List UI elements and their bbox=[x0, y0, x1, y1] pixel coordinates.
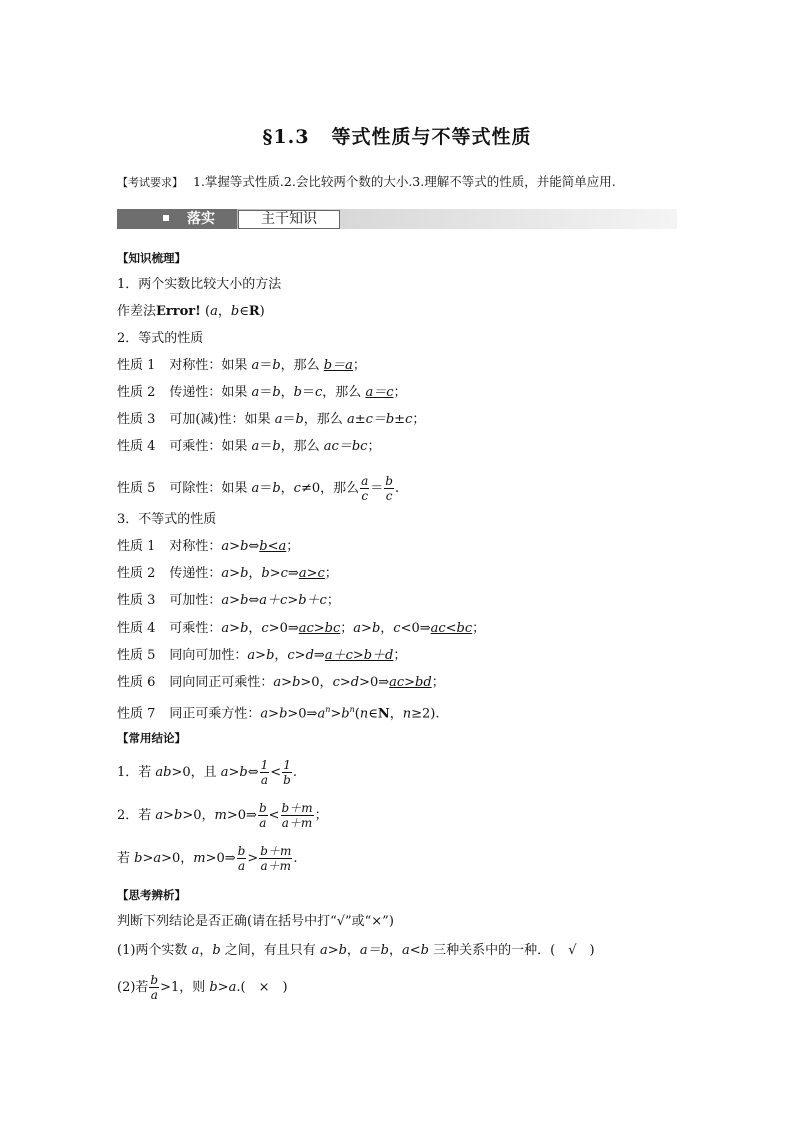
math-variable: m bbox=[214, 808, 227, 823]
math-variable: b bbox=[293, 385, 302, 400]
text-segment: ； bbox=[431, 675, 445, 690]
math-variable: a＝b bbox=[359, 943, 389, 958]
text-line bbox=[117, 330, 203, 348]
text-segment: > bbox=[330, 706, 342, 722]
text-segment: ，那么 bbox=[322, 385, 366, 400]
text-segment: ， bbox=[199, 943, 213, 958]
text-segment: 性质 1 bbox=[117, 539, 156, 554]
text-segment: ， bbox=[389, 943, 403, 958]
answer-blank: a＝c bbox=[365, 385, 394, 400]
answer-blank: ac<bc bbox=[430, 621, 473, 636]
text-segment: 可乘性： bbox=[169, 621, 222, 636]
text-segment: 1．两个实数比较大小的方法 bbox=[117, 277, 282, 292]
math-variable: b>a bbox=[209, 980, 237, 995]
text-segment: ⇒ bbox=[313, 648, 325, 663]
math-variable: a>b bbox=[273, 675, 301, 690]
text-segment: . bbox=[394, 481, 400, 496]
text-segment: 对称性：如果 bbox=[169, 358, 252, 373]
text-segment: ( bbox=[200, 304, 211, 319]
math-variable: a>b bbox=[260, 706, 288, 722]
math-variable: a>b bbox=[353, 621, 381, 636]
text-line bbox=[117, 701, 440, 723]
answer-blank: a＋c>b＋d bbox=[324, 648, 394, 663]
text-line bbox=[117, 411, 425, 429]
text-segment: ； bbox=[314, 808, 328, 823]
numerator: b bbox=[150, 973, 159, 987]
text-segment: 性质 2 bbox=[117, 566, 156, 581]
text-segment: 可加(减)性：如果 bbox=[169, 412, 275, 427]
text-segment: 可除性：如果 bbox=[169, 481, 252, 496]
math-variable: a>b bbox=[247, 648, 275, 663]
text-segment: > bbox=[247, 851, 259, 866]
text-segment: ，那么 bbox=[280, 439, 324, 454]
text-segment: (2)若 bbox=[117, 980, 149, 995]
text-segment: 性质 4 bbox=[117, 621, 156, 636]
text-segment: 可加性： bbox=[169, 593, 222, 608]
text-segment: ⇔ bbox=[247, 765, 259, 780]
math-variable: c bbox=[293, 481, 301, 496]
math-variable: ac＝bc bbox=[323, 439, 368, 454]
text-segment: ； bbox=[326, 593, 340, 608]
text-segment: ⇔ bbox=[248, 539, 260, 554]
math-variable: a＋c>b＋c bbox=[259, 593, 327, 608]
text-line bbox=[117, 538, 299, 556]
square-bullet-icon bbox=[163, 215, 169, 221]
math-variable: a bbox=[191, 943, 200, 958]
text-segment: ＝ bbox=[259, 358, 273, 373]
requirement-tag: 【考试要求】 bbox=[117, 176, 183, 189]
math-variable: a bbox=[317, 706, 326, 722]
text-segment: ； bbox=[367, 439, 381, 454]
banner-right-label: 主干知识 bbox=[261, 211, 317, 227]
text-segment: ， bbox=[389, 706, 403, 722]
math-variable: ab bbox=[155, 765, 172, 780]
numerator: 1 bbox=[283, 758, 291, 772]
text-segment: 可乘性：如果 bbox=[169, 439, 252, 454]
text-line bbox=[117, 592, 340, 610]
section-heading bbox=[117, 886, 186, 904]
text-segment: 性质 4 bbox=[117, 439, 156, 454]
text-segment: ∈ bbox=[368, 706, 378, 722]
math-variable: a>b bbox=[221, 621, 249, 636]
text-segment: ∈ bbox=[239, 304, 249, 319]
text-segment: 传递性：如果 bbox=[169, 385, 252, 400]
text-line bbox=[117, 674, 445, 692]
text-segment: >0⇒ bbox=[268, 621, 299, 636]
text-segment: ； bbox=[324, 566, 338, 581]
math-variable: a±c＝b±c bbox=[346, 412, 413, 427]
answer-blank: b<a bbox=[259, 539, 287, 554]
text-segment: .( × ) bbox=[236, 980, 288, 995]
text-line bbox=[117, 511, 216, 529]
text-segment: 作差法 bbox=[117, 304, 157, 319]
text-segment: >0， bbox=[300, 675, 333, 690]
text-line bbox=[117, 913, 394, 931]
text-segment: >0，且 bbox=[171, 765, 221, 780]
math-variable: a<b bbox=[402, 943, 429, 958]
denominator: a＋m bbox=[260, 859, 292, 873]
text-segment: 性质 2 bbox=[117, 385, 156, 400]
numerator: a bbox=[361, 474, 369, 488]
text-segment: 若 bbox=[117, 851, 135, 866]
text-segment: 性质 5 bbox=[117, 648, 156, 663]
numerator: b＋m bbox=[260, 844, 292, 858]
math-variable: c bbox=[261, 621, 269, 636]
text-segment: 3．不等式的性质 bbox=[117, 512, 217, 527]
text-line bbox=[117, 565, 338, 583]
bold-text: N bbox=[377, 706, 390, 722]
math-variable: a>b bbox=[221, 593, 249, 608]
text-segment: ≥2). bbox=[411, 706, 440, 722]
text-segment: ； bbox=[393, 648, 407, 663]
math-variable: a>b bbox=[319, 943, 347, 958]
math-variable: c>d bbox=[287, 648, 314, 663]
text-segment: ； bbox=[472, 621, 486, 636]
section-heading bbox=[117, 249, 186, 267]
math-variable: a>b bbox=[155, 808, 183, 823]
text-segment: ， bbox=[346, 943, 360, 958]
text-segment: ，那么 bbox=[280, 358, 324, 373]
fraction bbox=[282, 758, 292, 787]
numerator: 1 bbox=[260, 758, 269, 772]
text-segment: 之间，有且只有 bbox=[220, 943, 320, 958]
math-variable: b bbox=[341, 706, 350, 722]
math-variable: a bbox=[251, 439, 260, 454]
text-line bbox=[117, 357, 366, 375]
math-variable: a bbox=[251, 481, 260, 496]
text-segment: ， bbox=[217, 304, 231, 319]
exam-requirement bbox=[117, 172, 616, 190]
text-segment: ⇒ bbox=[287, 566, 299, 581]
math-variable: a>b bbox=[221, 566, 249, 581]
section-heading bbox=[117, 729, 186, 747]
math-variable: c bbox=[315, 385, 323, 400]
text-segment: 【知识梳理】 bbox=[117, 251, 186, 265]
answer-blank: ac>bc bbox=[298, 621, 341, 636]
text-segment: (1)两个实数 bbox=[117, 943, 192, 958]
section-banner bbox=[117, 209, 677, 229]
text-segment: ) bbox=[259, 304, 265, 319]
math-variable: a bbox=[274, 412, 283, 427]
text-segment: . bbox=[293, 851, 298, 866]
numerator: b＋m bbox=[281, 801, 313, 815]
text-segment: ＝ bbox=[259, 481, 273, 496]
text-segment: >0⇒ bbox=[287, 706, 318, 722]
text-segment: ， bbox=[248, 621, 262, 636]
text-line bbox=[117, 384, 407, 402]
math-variable: b bbox=[272, 385, 281, 400]
fraction bbox=[281, 801, 314, 830]
math-variable: c>d bbox=[332, 675, 360, 690]
text-line bbox=[117, 942, 595, 960]
denominator: a bbox=[259, 816, 267, 830]
math-variable: a bbox=[251, 358, 260, 373]
fraction bbox=[259, 844, 292, 873]
text-segment: < bbox=[268, 808, 280, 823]
text-segment: 同正可乘方性： bbox=[169, 706, 261, 722]
text-segment: ， bbox=[280, 385, 294, 400]
text-line bbox=[117, 620, 485, 638]
math-variable: a bbox=[210, 304, 218, 319]
bold-text: R bbox=[248, 304, 260, 319]
denominator: a bbox=[237, 859, 246, 873]
text-line bbox=[117, 844, 297, 873]
text-segment: 性质 6 bbox=[117, 675, 156, 690]
text-line bbox=[117, 474, 399, 503]
math-variable: m bbox=[193, 851, 206, 866]
text-segment: 性质 3 bbox=[117, 412, 156, 427]
fraction bbox=[149, 973, 159, 1002]
math-variable: a>b bbox=[220, 765, 248, 780]
text-segment: ， bbox=[280, 481, 294, 496]
math-variable: a bbox=[251, 385, 260, 400]
fraction bbox=[258, 801, 268, 830]
text-line bbox=[117, 303, 265, 321]
text-line bbox=[117, 438, 380, 456]
text-segment: 性质 7 bbox=[117, 706, 156, 722]
text-segment: 【常用结论】 bbox=[117, 731, 186, 745]
text-segment: >0⇒ bbox=[226, 808, 257, 823]
text-segment: ( bbox=[354, 706, 360, 722]
text-line bbox=[117, 647, 406, 665]
text-segment: . bbox=[292, 765, 297, 780]
banner-left-label: 落实 bbox=[187, 211, 215, 227]
page-title bbox=[0, 122, 794, 149]
math-variable: b bbox=[295, 412, 304, 427]
numerator: b bbox=[237, 844, 246, 858]
numerator: b bbox=[385, 474, 393, 488]
text-segment: 性质 1 bbox=[117, 358, 156, 373]
exponent: n bbox=[325, 705, 331, 714]
math-variable: b bbox=[230, 304, 240, 319]
text-segment: ， bbox=[274, 648, 288, 663]
text-segment: 【思考辨析】 bbox=[117, 888, 186, 902]
text-segment: 2．等式的性质 bbox=[117, 331, 204, 346]
text-segment: >1，则 bbox=[160, 980, 210, 995]
text-segment: ， bbox=[380, 621, 394, 636]
text-segment: 性质 3 bbox=[117, 593, 156, 608]
exponent: n bbox=[349, 705, 355, 714]
denominator: a＋m bbox=[281, 816, 313, 830]
bold-text: Error! bbox=[156, 304, 201, 319]
text-segment: ⇔ bbox=[248, 593, 260, 608]
requirement-text: 1.掌握等式性质.2.会比较两个数的大小.3.理解不等式的性质，并能简单应用. bbox=[193, 174, 616, 189]
text-segment: 三种关系中的一种．( √ ) bbox=[428, 943, 595, 958]
text-segment: 对称性： bbox=[169, 539, 222, 554]
text-segment: 性质 5 bbox=[117, 481, 156, 496]
text-segment: ； bbox=[352, 358, 366, 373]
text-segment: <0⇒ bbox=[400, 621, 431, 636]
banner-dark bbox=[117, 209, 237, 229]
text-segment: >0⇒ bbox=[205, 851, 236, 866]
math-variable: b bbox=[272, 358, 281, 373]
math-variable: n bbox=[359, 706, 369, 722]
fraction bbox=[384, 474, 394, 503]
text-segment: ＝ bbox=[282, 412, 296, 427]
math-variable: a>b bbox=[221, 539, 249, 554]
text-segment: 同向可加性： bbox=[169, 648, 248, 663]
text-segment: ＝ bbox=[259, 385, 273, 400]
math-variable: b>c bbox=[261, 566, 288, 581]
text-segment: ，那么 bbox=[303, 412, 347, 427]
answer-blank: b＝a bbox=[323, 358, 353, 373]
denominator: c bbox=[385, 489, 393, 503]
denominator: a bbox=[150, 988, 158, 1002]
denominator: c bbox=[361, 489, 369, 503]
text-segment: ； bbox=[286, 539, 300, 554]
text-segment: < bbox=[270, 765, 282, 780]
text-segment: 2．若 bbox=[117, 808, 156, 823]
text-segment: ＝ bbox=[370, 481, 384, 496]
math-variable: b bbox=[272, 481, 281, 496]
fraction bbox=[360, 474, 369, 503]
section-number: §1.3 bbox=[262, 126, 310, 148]
text-segment: 判断下列结论是否正确(请在括号中打“√”或“×”) bbox=[117, 914, 394, 929]
math-variable: n bbox=[402, 706, 412, 722]
text-line bbox=[117, 758, 297, 787]
text-segment: ＝ bbox=[259, 439, 273, 454]
text-segment: ＝ bbox=[302, 385, 316, 400]
text-segment: >0， bbox=[161, 851, 194, 866]
banner-light bbox=[238, 210, 340, 229]
text-segment: ≠0，那么 bbox=[300, 481, 360, 496]
text-segment: ； bbox=[412, 412, 426, 427]
title-text: 等式性质与不等式性质 bbox=[331, 126, 532, 148]
text-segment: ； bbox=[340, 621, 354, 636]
math-variable: b bbox=[272, 439, 281, 454]
answer-blank: ac>bd bbox=[389, 675, 432, 690]
text-segment: ； bbox=[393, 385, 407, 400]
text-segment: >0⇒ bbox=[359, 675, 390, 690]
denominator: a bbox=[260, 773, 269, 787]
math-variable: c bbox=[393, 621, 401, 636]
math-variable: b bbox=[212, 943, 221, 958]
text-segment: 1．若 bbox=[117, 765, 156, 780]
fraction bbox=[260, 758, 270, 787]
math-variable: b>a bbox=[134, 851, 162, 866]
text-segment: 传递性： bbox=[169, 566, 222, 581]
text-segment: >0， bbox=[182, 808, 215, 823]
denominator: b bbox=[283, 773, 291, 787]
text-line bbox=[117, 973, 288, 1002]
text-line bbox=[117, 801, 328, 830]
answer-blank: a>c bbox=[298, 566, 325, 581]
numerator: b bbox=[258, 801, 267, 815]
text-segment: 同向同正可乘性： bbox=[169, 675, 274, 690]
text-segment: ， bbox=[248, 566, 262, 581]
fraction bbox=[237, 844, 247, 873]
text-line bbox=[117, 276, 281, 294]
